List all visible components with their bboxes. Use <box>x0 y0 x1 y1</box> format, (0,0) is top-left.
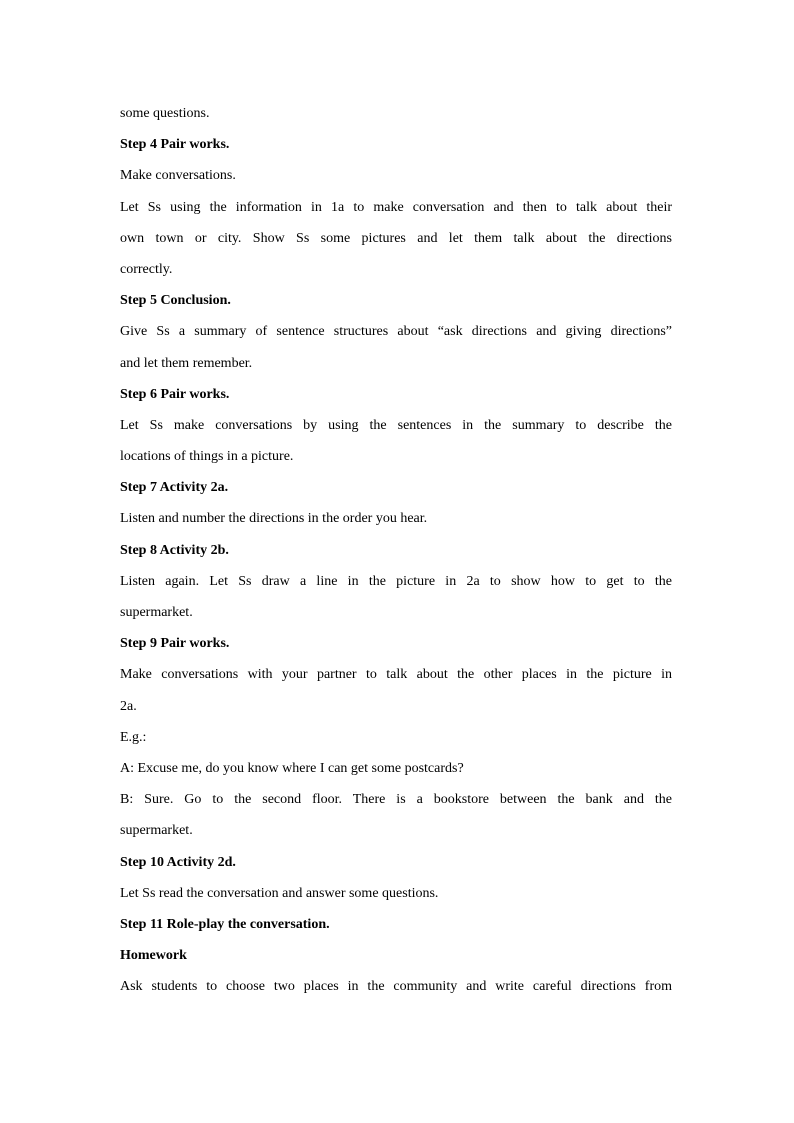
paragraph-line: supermarket. <box>120 823 193 839</box>
paragraph-line: Listen again. Let Ss draw a line in the picture in 2a to show how to get to the <box>120 573 672 589</box>
paragraph-line: supermarket. <box>120 605 193 620</box>
paragraph-line: Ask students to choose two places in the community and write careful directions from <box>120 979 672 995</box>
paragraph-line: Give Ss a summary of sentence structures about “ask directions and giving directions” <box>120 324 672 340</box>
paragraph-line: A: Excuse me, do you know where I can get some postcards? <box>120 760 464 776</box>
paragraph-line: Let Ss using the information in 1a to make conversation and then to talk about their <box>120 199 672 215</box>
section-heading: Step 6 Pair works. <box>120 386 230 402</box>
paragraph-line: E.g.: <box>120 729 147 745</box>
section-heading: Step 9 Pair works. <box>120 636 230 652</box>
document-body <box>120 98 672 1002</box>
paragraph-line: Let Ss read the conversation and answer some questions. <box>120 885 439 901</box>
paragraph-line: locations of things in a picture. <box>120 449 294 465</box>
document-page <box>120 98 672 1002</box>
section-heading: Step 8 Activity 2b. <box>120 542 229 558</box>
section-heading: Step 4 Pair works. <box>120 137 230 153</box>
paragraph-line: Make conversations. <box>120 168 236 184</box>
section-heading: Step 10 Activity 2d. <box>120 854 236 870</box>
section-heading: Step 11 Role-play the conversation. <box>120 916 330 932</box>
paragraph-line: some questions. <box>120 106 210 121</box>
paragraph-line: 2a. <box>120 698 137 714</box>
section-heading: Step 7 Activity 2a. <box>120 480 229 496</box>
section-heading: Step 5 Conclusion. <box>120 293 231 309</box>
paragraph-line: own town or city. Show Ss some pictures and let them talk about the directions <box>120 230 672 246</box>
paragraph-line: Listen and number the directions in the order you hear. <box>120 511 428 527</box>
paragraph-line: B: Sure. Go to the second floor. There is a bookstore between the bank and the <box>120 792 672 808</box>
paragraph-line: and let them remember. <box>120 355 253 371</box>
paragraph-line: Make conversations with your partner to talk about the other places in the picture in <box>120 667 672 683</box>
section-heading: Homework <box>120 948 187 964</box>
paragraph-line: Let Ss make conversations by using the sentences in the summary to describe the <box>120 417 672 433</box>
paragraph-line: correctly. <box>120 261 173 277</box>
